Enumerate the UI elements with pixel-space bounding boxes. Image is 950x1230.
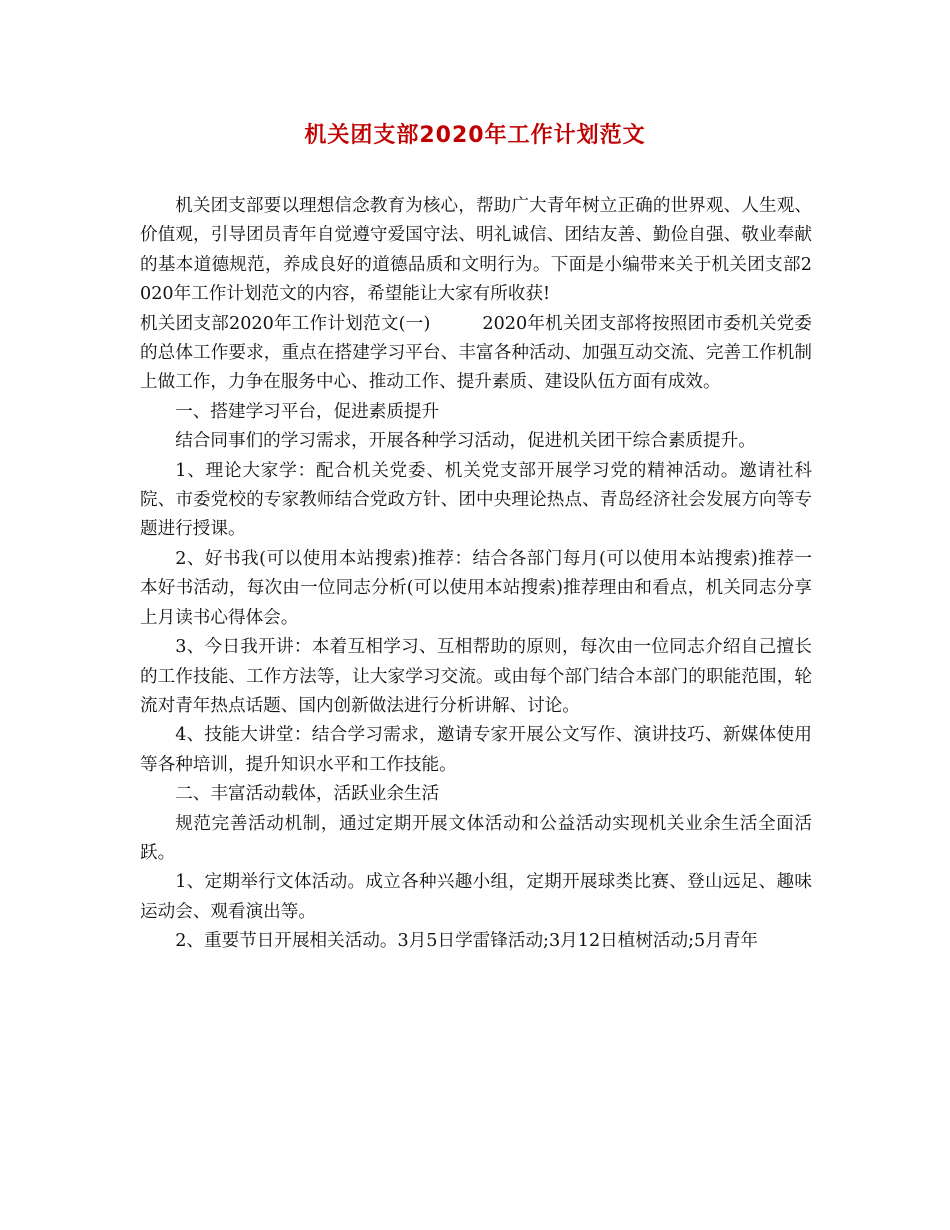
list-item: 3、今日我开讲：本着互相学习、互相帮助的原则，每次由一位同志介绍自己擅长的工作技能、工作方法等，让大家学习交流。或由每个部门结合本部门的职能范围，轮流对青年热点话题、国内创新做法进行分析讲解、讨论。 <box>140 637 812 716</box>
list-item: 1、定期举行文体活动。成立各种兴趣小组，定期开展球类比赛、登山远足、趣味运动会、观看演出等。 <box>140 872 812 922</box>
list-item: 1、理论大家学：配合机关党委、机关党支部开展学习党的精神活动。邀请社科院、市委党校的专家教师结合党政方针、团中央理论热点、青岛经济社会发展方向等专题进行授课。 <box>140 460 812 540</box>
list-item: 4、技能大讲堂：结合学习需求，邀请专家开展公文写作、演讲技巧、新媒体使用等各种培训，提升知识水平和工作技能。 <box>140 725 812 775</box>
list-item: 2、好书我(可以使用本站搜索)推荐：结合各部门每月(可以使用本站搜索)推荐一本好书活动，每次由一位同志分析(可以使用本站搜索)推荐理由和看点，机关同志分享上月读书心得体会。 <box>140 548 812 628</box>
section-heading: 一、搭建学习平台，促进素质提升 <box>175 401 440 422</box>
section-intro: 规范完善活动机制，通过定期开展文体活动和公益活动实现机关业余生活全面活跃。 <box>140 813 812 863</box>
section-intro: 结合同事们的学习需求，开展各种学习活动，促进机关团干综合素质提升。 <box>175 431 756 452</box>
list-item: 2、重要节日开展相关活动。3月5日学雷锋活动;3月12日植树活动;5月青年 <box>175 931 759 952</box>
document-title: 机关团支部2020年工作计划范文 <box>304 123 646 148</box>
intro-paragraph: 机关团支部要以理想信念教育为核心，帮助广大青年树立正确的世界观、人生观、价值观，引导团员青年自觉遵守爱国守法、明礼诚信、团结友善、勤俭自强、敬业奉献的基本道德规范，养成良好的道德品质和文明行为。下面是小编带来关于机关团支部2020年工作计划范文的内容，希望能让大家有所收获! <box>140 196 812 305</box>
part-paragraph <box>140 310 812 398</box>
document-body <box>140 192 812 957</box>
part-heading: 机关团支部2020年工作计划范文(一) <box>140 313 431 334</box>
section-heading: 二、丰富活动载体，活跃业余生活 <box>175 784 440 805</box>
part-intro: 2020年机关团支部将按照团市委机关党委的总体工作要求，重点在搭建学习平台、丰富各种活动、加强互动交流、完善工作机制上做工作，力争在服务中心、推动工作、提升素质、建设队伍方面有成效。 <box>140 313 812 393</box>
